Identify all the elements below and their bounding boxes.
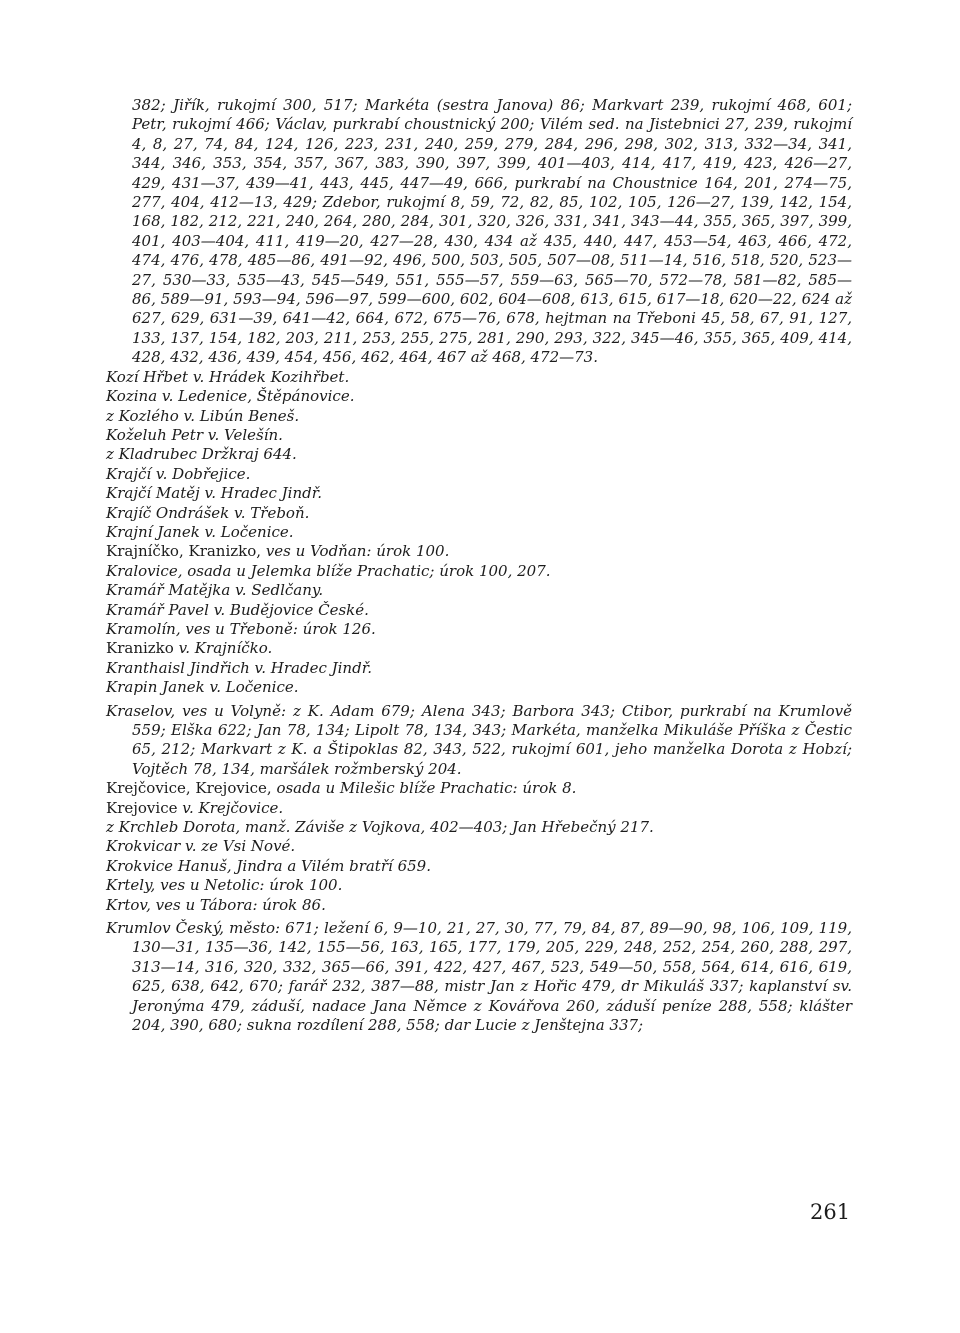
index-entry: Kozina v. Ledenice, Štěpánovice. xyxy=(106,387,355,406)
index-entry: Kranthaisl Jindřich v. Hradec Jindř. xyxy=(106,658,372,677)
entry-body: v. Krajníčko. xyxy=(173,639,273,658)
index-entry: Kramář Matějka v. Sedlčany. xyxy=(106,581,324,600)
index-entry: Krokvice Hanuš, Jindra a Vilém bratří 659. xyxy=(106,856,431,875)
entry-body: osada u Milešic blíže Prachatic: úrok 8. xyxy=(271,779,577,798)
index-page-text xyxy=(106,96,852,1036)
index-entry-continuation: 382; Jiřík, rukojmí 300, 517; Markéta (sestra Janova) 86; Markvart 239, rukojmí 468, 601; Petr, rukojmí 466; Václav, purkrabí choustnický 200; Vilém sed. na Jistebnici 27, 239, rukojmí 4, 8, 27, 74, 84, 124, 126, 223, 231, 240, 259, 279, 284, 296, 298, 302, 313, 332—34, 341, 344, 346, 353, 354, 357, 367, 383, 390, 397, 399, 401—403, 414, 417, 419, 423, 426—27, 429, 431—37, 439—41, 443, 445, 447—49, 666, purkrabí na Choustnice 164, 201, 274—75, 277, 404, 412—13, 429; Zdebor, rukojmí 8, 59, 72, 82, 85, 102, 105, 126—27, 139, 142, 154, 168, 182, 212, 221, 240, 264, 280, 284, 301, 320, 326, 331, 341, 343—44, 355, 365, 397, 399, 401, 403—404, 411, 419—20, 427—28, 430, 434 až 435, 440, 447, 453—54, 463, 466, 472, 474, 476, 478, 485—86, 491—92, 496, 500, 503, 505, 507—08, 511—14, 516, 518, 520, 523—27, 530—33, 535—43, 545—549, 551, 555—57, 559—63, 565—70, 572—78, 581—82, 585—86, 589—91, 593—94, 596—97, 599—600, 602, 604—608, 613, 615, 617—18, 620—22, 624 až 627, 629, 631—39, 641—42, 664, 672, 675—76, 678, hejtman na Třeboni 45, 58, 67, 91, 127, 133, 137, 154, 182, 203, 211, 253, 255, 275, 281, 290, 293, 322, 345—46, 355, 365, 409, 414, 428, 432, 436, 439, 454, 456, 462, 464, 467 až 468, 472—73. xyxy=(132,96,852,367)
index-entry xyxy=(106,542,852,561)
index-entry: Krajčí v. Dobřejice. xyxy=(106,464,251,483)
entry-headword: Kranizko xyxy=(106,639,174,658)
entry-body: v. Krejčovice. xyxy=(177,798,284,817)
page-number: 261 xyxy=(810,1200,851,1224)
entry-headword: Krejovice xyxy=(106,798,178,817)
index-entry: Krtely, ves u Netolic: úrok 100. xyxy=(106,876,343,895)
index-entry: Krajčí Matěj v. Hradec Jindř. xyxy=(106,484,322,503)
index-entry: Krajíč Ondrášek v. Třeboň. xyxy=(106,503,310,522)
index-entry: Krokvicar v. ze Vsi Nové. xyxy=(106,837,296,856)
entry-headword: Krejčovice, Krejovice, xyxy=(106,779,272,798)
index-entry: Kramář Pavel v. Budějovice České. xyxy=(106,600,369,619)
index-entry: z Krchleb Dorota, manž. Záviše z Vojkova, 402—403; Jan Hřebečný 217. xyxy=(106,818,654,837)
index-entry: Krajní Janek v. Ločenice. xyxy=(106,522,294,541)
index-entry: Kralovice, osada u Jelemka blíže Prachatic; úrok 100, 207. xyxy=(106,561,551,580)
index-entry: Krtov, ves u Tábora: úrok 86. xyxy=(106,895,326,914)
index-entry: z Kozlého v. Libún Beneš. xyxy=(106,406,300,425)
index-entry xyxy=(106,779,852,798)
index-entry: Kozí Hřbet v. Hrádek Kozihřbet. xyxy=(106,367,350,386)
index-entry: Krapin Janek v. Ločenice. xyxy=(106,678,299,697)
index-entry: Koželuh Petr v. Velešín. xyxy=(106,425,283,444)
index-entry: Kramolín, ves u Třeboně: úrok 126. xyxy=(106,619,376,638)
index-entry: Kraselov, ves u Volyně: z K. Adam 679; Alena 343; Barbora 343; Ctibor, purkrabí na Krumlově 559; Elška 622; Jan 78, 134; Lipolt 78, 134, 343; Markéta, manželka Mikuláše Příška z Čestic 65, 212; Markvart z K. a Štipoklas 82, 343, 522, rukojmí 601, jeho manželka Dorota z Hobzí; Vojtěch 78, 134, maršálek rožmberský 204. xyxy=(106,701,852,778)
entry-body: ves u Vodňan: úrok 100. xyxy=(261,542,450,561)
index-entry: Krumlov Český, město: 671; ležení 6, 9—10, 21, 27, 30, 77, 79, 84, 87, 89—90, 98, 106, 109, 119, 130—31, 135—36, 142, 155—56, 163, 165, 177, 179, 205, 229, 248, 252, 254, 260, 288, 297, 313—14, 316, 320, 332, 365—66, 391, 422, 427, 467, 523, 549—50, 558, 564, 614, 616, 619, 625, 638, 642, 670; farář 232, 387—88, mistr Jan z Hořic 479, dr Mikuláš 337; kaplanství sv. Jeronýma 479, záduší, nadace Jana Němce z Kovářova 260, záduší peníze 288, 558; klášter 204, 390, 680; sukna rozdílení 288, 558; dar Lucie z Jenštejna 337; xyxy=(106,919,852,1035)
index-entry: z Kladrubec Držkraj 644. xyxy=(106,445,297,464)
index-entry xyxy=(106,639,852,658)
index-entry xyxy=(106,799,852,818)
entry-headword: Krajníčko, Kranizko, xyxy=(106,542,262,561)
